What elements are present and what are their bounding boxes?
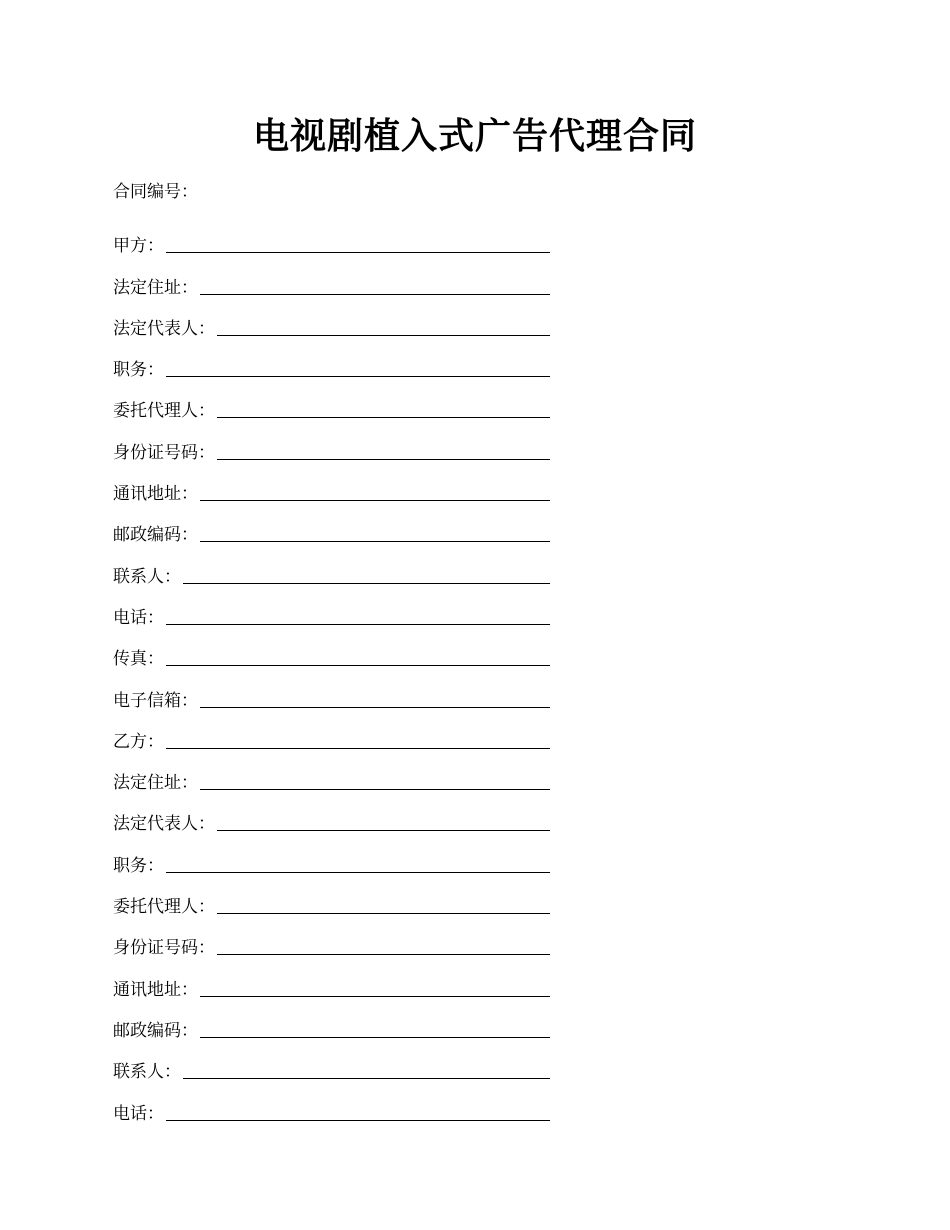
party-a-position-row [113, 342, 550, 383]
party-a-email-label: 电子信箱： [113, 690, 198, 711]
party-b-name-label: 乙方： [113, 731, 164, 752]
party-b-position-blank[interactable] [166, 854, 550, 873]
party-b-legal-rep-label: 法定代表人： [113, 814, 215, 835]
party-b-position-row [113, 837, 550, 878]
party-a-postcode-blank[interactable] [200, 523, 550, 542]
party-b-address-label: 法定住址： [113, 773, 198, 794]
party-a-id-label: 身份证号码： [113, 442, 215, 463]
party-a-address-row [113, 259, 550, 300]
party-b-position-label: 职务： [113, 855, 164, 876]
party-b-name-blank[interactable] [166, 730, 550, 749]
party-a-mail-address-blank[interactable] [200, 482, 550, 501]
party-a-id-row [113, 424, 550, 465]
party-a-phone-blank[interactable] [166, 606, 550, 625]
party-a-position-label: 职务： [113, 360, 164, 381]
party-a-legal-rep-label: 法定代表人： [113, 318, 215, 339]
party-b-agent-label: 委托代理人： [113, 897, 215, 918]
party-a-fax-label: 传真： [113, 649, 164, 670]
party-b-agent-row [113, 879, 550, 920]
party-a-contact-row [113, 548, 550, 589]
party-b-contact-label: 联系人： [113, 1062, 181, 1083]
party-b-postcode-label: 邮政编码： [113, 1020, 198, 1041]
party-a-mail-address-row [113, 466, 550, 507]
party-b-legal-rep-row [113, 796, 550, 837]
party-a-phone-row [113, 590, 550, 631]
party-b-id-row [113, 920, 550, 961]
contract-number-label: 合同编号： [113, 182, 198, 202]
party-b-address-row [113, 755, 550, 796]
party-a-email-row [113, 672, 550, 713]
party-b-mail-address-row [113, 961, 550, 1002]
party-a-name-label: 甲方： [113, 236, 164, 257]
party-a-fax-blank[interactable] [166, 647, 550, 666]
party-b-address-blank[interactable] [200, 771, 550, 790]
party-a-email-blank[interactable] [200, 689, 550, 708]
party-a-contact-label: 联系人： [113, 566, 181, 587]
party-b-phone-blank[interactable] [166, 1102, 550, 1121]
party-b-phone-label: 电话： [113, 1103, 164, 1124]
party-a-id-blank[interactable] [217, 441, 550, 460]
party-a-name-blank[interactable] [166, 234, 550, 253]
party-a-legal-rep-blank[interactable] [217, 317, 550, 336]
party-a-contact-blank[interactable] [183, 565, 550, 584]
party-fields [113, 218, 550, 1127]
party-b-mail-address-label: 通讯地址： [113, 979, 198, 1000]
party-b-phone-row [113, 1085, 550, 1126]
party-b-id-label: 身份证号码： [113, 938, 215, 959]
party-b-contact-blank[interactable] [183, 1060, 550, 1079]
party-a-agent-label: 委托代理人： [113, 401, 215, 422]
party-a-postcode-row [113, 507, 550, 548]
party-a-postcode-label: 邮政编码： [113, 525, 198, 546]
party-a-address-blank[interactable] [200, 276, 550, 295]
party-a-phone-label: 电话： [113, 607, 164, 628]
party-a-position-blank[interactable] [166, 358, 550, 377]
party-b-id-blank[interactable] [217, 936, 550, 955]
party-b-name-row [113, 714, 550, 755]
party-b-contact-row [113, 1044, 550, 1085]
party-a-agent-blank[interactable] [217, 399, 550, 418]
party-b-mail-address-blank[interactable] [200, 978, 550, 997]
party-a-name-row [113, 218, 550, 259]
party-b-agent-blank[interactable] [217, 895, 550, 914]
party-a-agent-row [113, 383, 550, 424]
party-b-postcode-row [113, 1003, 550, 1044]
document-title: 电视剧植入式广告代理合同 [252, 115, 697, 157]
party-a-legal-rep-row [113, 301, 550, 342]
party-a-fax-row [113, 631, 550, 672]
party-a-mail-address-label: 通讯地址： [113, 484, 198, 505]
party-a-address-label: 法定住址： [113, 277, 198, 298]
party-b-legal-rep-blank[interactable] [217, 812, 550, 831]
party-b-postcode-blank[interactable] [200, 1019, 550, 1038]
